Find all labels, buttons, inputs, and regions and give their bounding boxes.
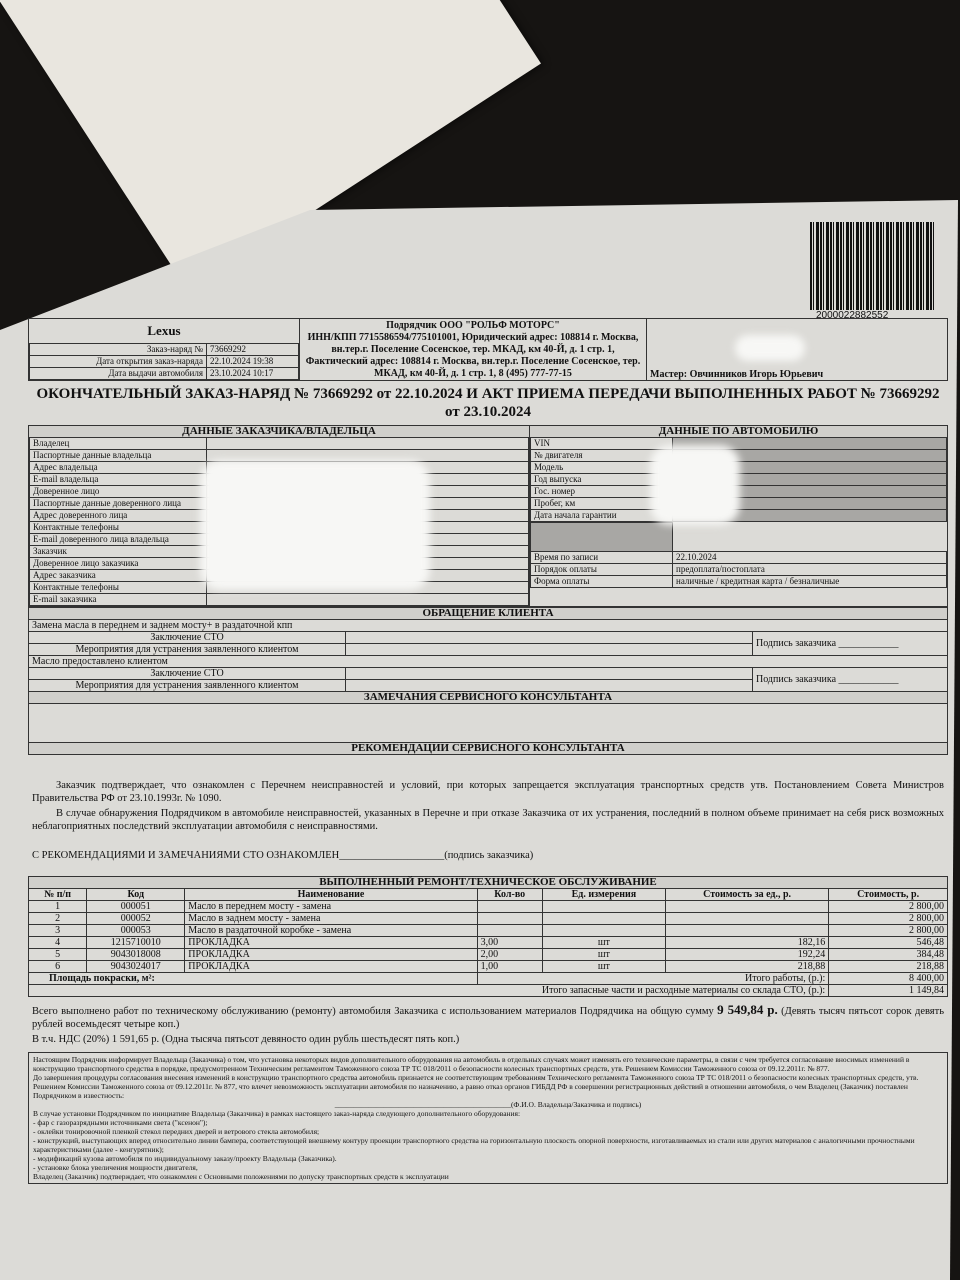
works-cell: 9043018008 bbox=[87, 949, 185, 961]
works-cell bbox=[477, 913, 542, 925]
vehicle-field-label: № двигателя bbox=[531, 450, 673, 462]
payment-form-value: наличные / кредитная карта / безналичные bbox=[673, 576, 947, 588]
works-column-header: Кол-во bbox=[477, 889, 542, 901]
works-cell bbox=[665, 901, 828, 913]
payment-order-value: предоплата/постоплата bbox=[673, 564, 947, 576]
issue-date-label: Дата выдачи автомобиля bbox=[30, 368, 207, 380]
works-row bbox=[29, 949, 948, 961]
works-column-header: Наименование bbox=[185, 889, 477, 901]
works-cell: 2 800,00 bbox=[829, 913, 948, 925]
equipment-item: - конструкций, выступающих вперед относительно линии бампера, соответствующей внешнему контуру проекции транспортного средства на горизонтальную плоскость опорной поверхности, изготавливаемых из стали или других материалов с аналогичными прочностными характеристиками (далее - кенгурятник); bbox=[33, 1136, 915, 1154]
equipment-item: - установке блока увеличения мощности двигателя, bbox=[33, 1163, 198, 1172]
works-cell: шт bbox=[542, 961, 665, 973]
customer-field-value bbox=[207, 594, 529, 606]
fine-print bbox=[28, 1052, 948, 1184]
works-row bbox=[29, 961, 948, 973]
vehicle-field-label: Год выпуска bbox=[531, 474, 673, 486]
works-cell: 6 bbox=[29, 961, 87, 973]
redaction-blob bbox=[650, 445, 740, 525]
works-cell: 000051 bbox=[87, 901, 185, 913]
acquainted-line: С РЕКОМЕНДАЦИЯМИ И ЗАМЕЧАНИЯМИ СТО ОЗНАКОМЛЕН____________________(подпись заказчика) bbox=[32, 850, 534, 861]
works-column-header: Код bbox=[87, 889, 185, 901]
works-cell: 1,00 bbox=[477, 961, 542, 973]
appeal-item-1: Замена масла в переднем и заднем мосту+ в раздаточной кпп bbox=[29, 620, 948, 632]
customer-field-label: Владелец bbox=[30, 438, 207, 450]
works-cell: 546,48 bbox=[829, 937, 948, 949]
works-cell: 000052 bbox=[87, 913, 185, 925]
fine-print-2: До завершения процедуры согласования внесения изменений в конструкцию транспортного средства автомобиль признается не соответствующим требованиям Технического регламента Таможенного союза ТР ТС 018/2011 о безопасности колесных транспортных средств, утв. Решением Комиссии Таможенного союза от 09.12.2011г. № 877, что влечет невозможность эксплуатации автомобиля по назначению, а равно отказ органов ГИБДД РФ в совершении регистрационных действий в отношении автомобиля, о чем Владелец (Заказчик) поставлен Подрядчиком в известность: bbox=[33, 1073, 919, 1100]
customer-field-label: Доверенное лицо bbox=[30, 486, 207, 498]
appeal-table bbox=[28, 607, 948, 755]
works-cell bbox=[665, 925, 828, 937]
customer-field-label: Адрес заказчика bbox=[30, 570, 207, 582]
works-row bbox=[29, 937, 948, 949]
remarks-heading: ЗАМЕЧАНИЯ СЕРВИСНОГО КОНСУЛЬТАНТА bbox=[29, 692, 948, 704]
works-column-header: Стоимость за ед., р. bbox=[665, 889, 828, 901]
works-cell: шт bbox=[542, 949, 665, 961]
works-cell: 182,16 bbox=[665, 937, 828, 949]
order-label: Заказ-наряд № bbox=[30, 344, 207, 356]
barcode-number: 2000022882552 bbox=[816, 310, 889, 321]
summary-sum: 9 549,84 р. bbox=[717, 1002, 778, 1017]
work-order-document bbox=[28, 318, 948, 1184]
vehicle-heading: ДАННЫЕ ПО АВТОМОБИЛЮ bbox=[530, 426, 947, 437]
works-cell bbox=[542, 925, 665, 937]
total-parts-value: 1 149,84 bbox=[829, 985, 948, 997]
acknowledgement-text-2: В случае обнаружения Подрядчиком в автомобиле неисправностей, указанных в Перечне и при отказе Заказчика от их устранения, последний в полном объеме принимает на себя риск возможных неблагоприятных последствий эксплуатации автомобиля с неисправностями. bbox=[32, 808, 944, 832]
works-cell: 2 800,00 bbox=[829, 925, 948, 937]
measures-label: Мероприятия для устранения заявленного клиентом bbox=[29, 644, 346, 656]
signature-2: Подпись заказчика ____________ bbox=[753, 668, 948, 692]
master-name: Мастер: Овчинников Игорь Юрьевич bbox=[650, 369, 824, 380]
works-row bbox=[29, 925, 948, 937]
document-title: ОКОНЧАТЕЛЬНЫЙ ЗАКАЗ-НАРЯД № 73669292 от 22.10.2024 И АКТ ПРИЕМА ПЕРЕДАЧИ ВЫПОЛНЕННЫХ РАБОТ № 73669292 от 23.10.2024 bbox=[36, 386, 940, 420]
works-cell bbox=[477, 901, 542, 913]
works-cell: Масло в переднем мосту - замена bbox=[185, 901, 477, 913]
open-date-label: Дата открытия заказ-наряда bbox=[30, 356, 207, 368]
payment-form-label: Форма оплаты bbox=[531, 576, 673, 588]
order-number: 73669292 bbox=[207, 344, 299, 356]
customer-field-label: Паспортные данные владельца bbox=[30, 450, 207, 462]
remarks-body bbox=[29, 704, 948, 743]
header-table bbox=[28, 318, 948, 381]
barcode-image bbox=[810, 222, 934, 310]
works-row bbox=[29, 901, 948, 913]
contractor-details: ИНН/КПП 7715586594/775101001, Юридический адрес: 108814 г. Москва, вн.тер.г. Поселение Сосенское, тер. МКАД, км 40-Й, д. 1 стр. 1, Фактический адрес: 108814 г. Москва, вн.тер.г. Поселение Сосенское, тер. МКАД, км 40-Й, д. 1 стр. 1, 8 (495) 777-77-15 bbox=[305, 331, 641, 379]
works-cell: 9043024017 bbox=[87, 961, 185, 973]
fine-print-signature: _______________________________________________(Ф.И.О. Владельца/Заказчика и подпись) bbox=[334, 1100, 642, 1109]
vehicle-field-label: Пробег, км bbox=[531, 498, 673, 510]
open-date: 22.10.2024 19:38 bbox=[207, 356, 299, 368]
works-cell: 2,00 bbox=[477, 949, 542, 961]
customer-vehicle-table bbox=[28, 425, 948, 607]
vat-line: В т.ч. НДС (20%) 1 591,65 р. (Одна тысяча пятьсот девяносто один рубль шестьдесят пять коп.) bbox=[32, 1034, 460, 1045]
total-work-label: Итого работы, (р.): bbox=[477, 973, 829, 985]
works-header-row bbox=[29, 889, 948, 901]
works-cell: 4 bbox=[29, 937, 87, 949]
customer-heading: ДАННЫЕ ЗАКАЗЧИКА/ВЛАДЕЛЬЦА bbox=[29, 426, 529, 437]
appeal-item-2: Масло предоставлено клиентом bbox=[29, 656, 948, 668]
works-cell: ПРОКЛАДКА bbox=[185, 937, 477, 949]
vehicle-field-row bbox=[531, 438, 947, 450]
works-cell: 2 800,00 bbox=[829, 901, 948, 913]
customer-field-label: Паспортные данные доверенного лица bbox=[30, 498, 207, 510]
brand-name: Lexus bbox=[147, 323, 181, 338]
customer-field-row bbox=[30, 594, 529, 606]
works-cell: шт bbox=[542, 937, 665, 949]
appeal-heading: ОБРАЩЕНИЕ КЛИЕНТА bbox=[29, 608, 948, 620]
works-cell: ПРОКЛАДКА bbox=[185, 949, 477, 961]
equipment-list bbox=[33, 1118, 943, 1172]
total-work-value: 8 400,00 bbox=[829, 973, 948, 985]
works-table bbox=[28, 876, 948, 997]
acknowledgement-text-1: Заказчик подтверждает, что ознакомлен с Перечнем неисправностей и условий, при которых запрещается эксплуатация транспортных средств утв. Постановлением Совета Министров Правительства РФ от 23.10.1993г. № 1090. bbox=[32, 780, 944, 804]
works-cell: 384,48 bbox=[829, 949, 948, 961]
conclusion-label: Заключение СТО bbox=[29, 632, 346, 644]
vehicle-field-label: Гос. номер bbox=[531, 486, 673, 498]
works-cell: 3 bbox=[29, 925, 87, 937]
acknowledgement-block bbox=[28, 755, 948, 868]
booking-label: Время по записи bbox=[531, 552, 673, 564]
customer-field-label: Контактные телефоны bbox=[30, 522, 207, 534]
works-column-header: № п/п bbox=[29, 889, 87, 901]
fine-print-4: Владелец (Заказчик) подтверждает, что ознакомлен с Основными положениями по допуску транспортных средств к эксплуатации bbox=[33, 1172, 449, 1181]
redaction-blob bbox=[735, 335, 805, 361]
works-cell bbox=[477, 925, 542, 937]
works-cell: Масло в раздаточной коробке - замена bbox=[185, 925, 477, 937]
booking-value: 22.10.2024 bbox=[673, 552, 947, 564]
contractor-block bbox=[300, 319, 647, 381]
works-cell: 3,00 bbox=[477, 937, 542, 949]
customer-field-label: E-mail заказчика bbox=[30, 594, 207, 606]
fine-print-3: В случае установки Подрядчиком по инициативе Владельца (Заказчика) в рамках настоящего заказ-наряда следующего дополнительного оборудования: bbox=[33, 1109, 521, 1118]
summary-block bbox=[28, 997, 948, 1052]
issue-date: 23.10.2024 10:17 bbox=[207, 368, 299, 380]
customer-field-label: Контактные телефоны bbox=[30, 582, 207, 594]
works-column-header: Стоимость, р. bbox=[829, 889, 948, 901]
customer-field-label: Адрес владельца bbox=[30, 462, 207, 474]
works-cell bbox=[665, 913, 828, 925]
equipment-item: - оклейки тонировочной пленкой стекол передних дверей и ветрового стекла автомобиля; bbox=[33, 1127, 320, 1136]
works-column-header: Ед. измерения bbox=[542, 889, 665, 901]
works-cell: ПРОКЛАДКА bbox=[185, 961, 477, 973]
conclusion-label-2: Заключение СТО bbox=[29, 668, 346, 680]
signature-1: Подпись заказчика ____________ bbox=[753, 632, 948, 656]
equipment-item: - модификаций кузова автомобиля по индивидуальному заказу/проекту Владельца (Заказчика). bbox=[33, 1154, 337, 1163]
paint-area-label: Площадь покраски, м²: bbox=[29, 973, 478, 985]
payment-order-label: Порядок оплаты bbox=[531, 564, 673, 576]
works-cell: 5 bbox=[29, 949, 87, 961]
customer-field-row bbox=[30, 438, 529, 450]
works-cell: 1 bbox=[29, 901, 87, 913]
measures-label-2: Мероприятия для устранения заявленного клиентом bbox=[29, 680, 346, 692]
works-cell: 2 bbox=[29, 913, 87, 925]
works-heading: ВЫПОЛНЕННЫЙ РЕМОНТ/ТЕХНИЧЕСКОЕ ОБСЛУЖИВАНИЕ bbox=[29, 877, 948, 889]
works-cell bbox=[542, 901, 665, 913]
works-cell: 000053 bbox=[87, 925, 185, 937]
customer-field-label: E-mail владельца bbox=[30, 474, 207, 486]
summary-words: (Девять тысяч пятьсот сорок девять рублей восемьдесят четыре коп.) bbox=[32, 1006, 945, 1030]
vehicle-field-label: Дата начала гарантии bbox=[531, 510, 673, 522]
vehicle-field-label: VIN bbox=[531, 438, 673, 450]
vehicle-field-label: Модель bbox=[531, 462, 673, 474]
summary-text: Всего выполнено работ по техническому обслуживанию (ремонту) автомобиля Заказчика с использованием материалов Подрядчика на общую сумму bbox=[32, 1006, 714, 1017]
recommend-heading: РЕКОМЕНДАЦИИ СЕРВИСНОГО КОНСУЛЬТАНТА bbox=[29, 743, 948, 755]
equipment-item: - фар с газоразрядными источниками света ("ксенон"); bbox=[33, 1118, 208, 1127]
works-row bbox=[29, 913, 948, 925]
works-cell: 1215710010 bbox=[87, 937, 185, 949]
customer-field-label: E-mail доверенного лица владельца bbox=[30, 534, 207, 546]
customer-field-label: Адрес доверенного лица bbox=[30, 510, 207, 522]
works-cell: 218,88 bbox=[829, 961, 948, 973]
customer-field-value bbox=[207, 438, 529, 450]
works-cell: 192,24 bbox=[665, 949, 828, 961]
works-cell: 218,88 bbox=[665, 961, 828, 973]
customer-field-label: Доверенное лицо заказчика bbox=[30, 558, 207, 570]
works-cell: Масло в заднем мосту - замена bbox=[185, 913, 477, 925]
total-parts-label: Итого запасные части и расходные материалы со склада СТО, (р.): bbox=[29, 985, 829, 997]
contractor-name: Подрядчик ООО "РОЛЬФ МОТОРС" bbox=[386, 319, 560, 331]
redaction-blob bbox=[200, 460, 430, 590]
fine-print-1: Настоящим Подрядчик информирует Владельца (Заказчика) о том, что установка некоторых видов дополнительного оборудования на автомобиль в отдельных случаях может изменять его технические параметры, в связи с чем требуется согласование вносимых изменений в конструкцию транспортного средства в порядке, предусмотренном Техническим регламентом Таможенного союза ТР ТС 018/2011 о безопасности колесных транспортных средств, утв. Решением Комиссии Таможенного союза от 09.12.2011г. № 877. bbox=[33, 1055, 910, 1073]
works-cell bbox=[542, 913, 665, 925]
customer-field-label: Заказчик bbox=[30, 546, 207, 558]
